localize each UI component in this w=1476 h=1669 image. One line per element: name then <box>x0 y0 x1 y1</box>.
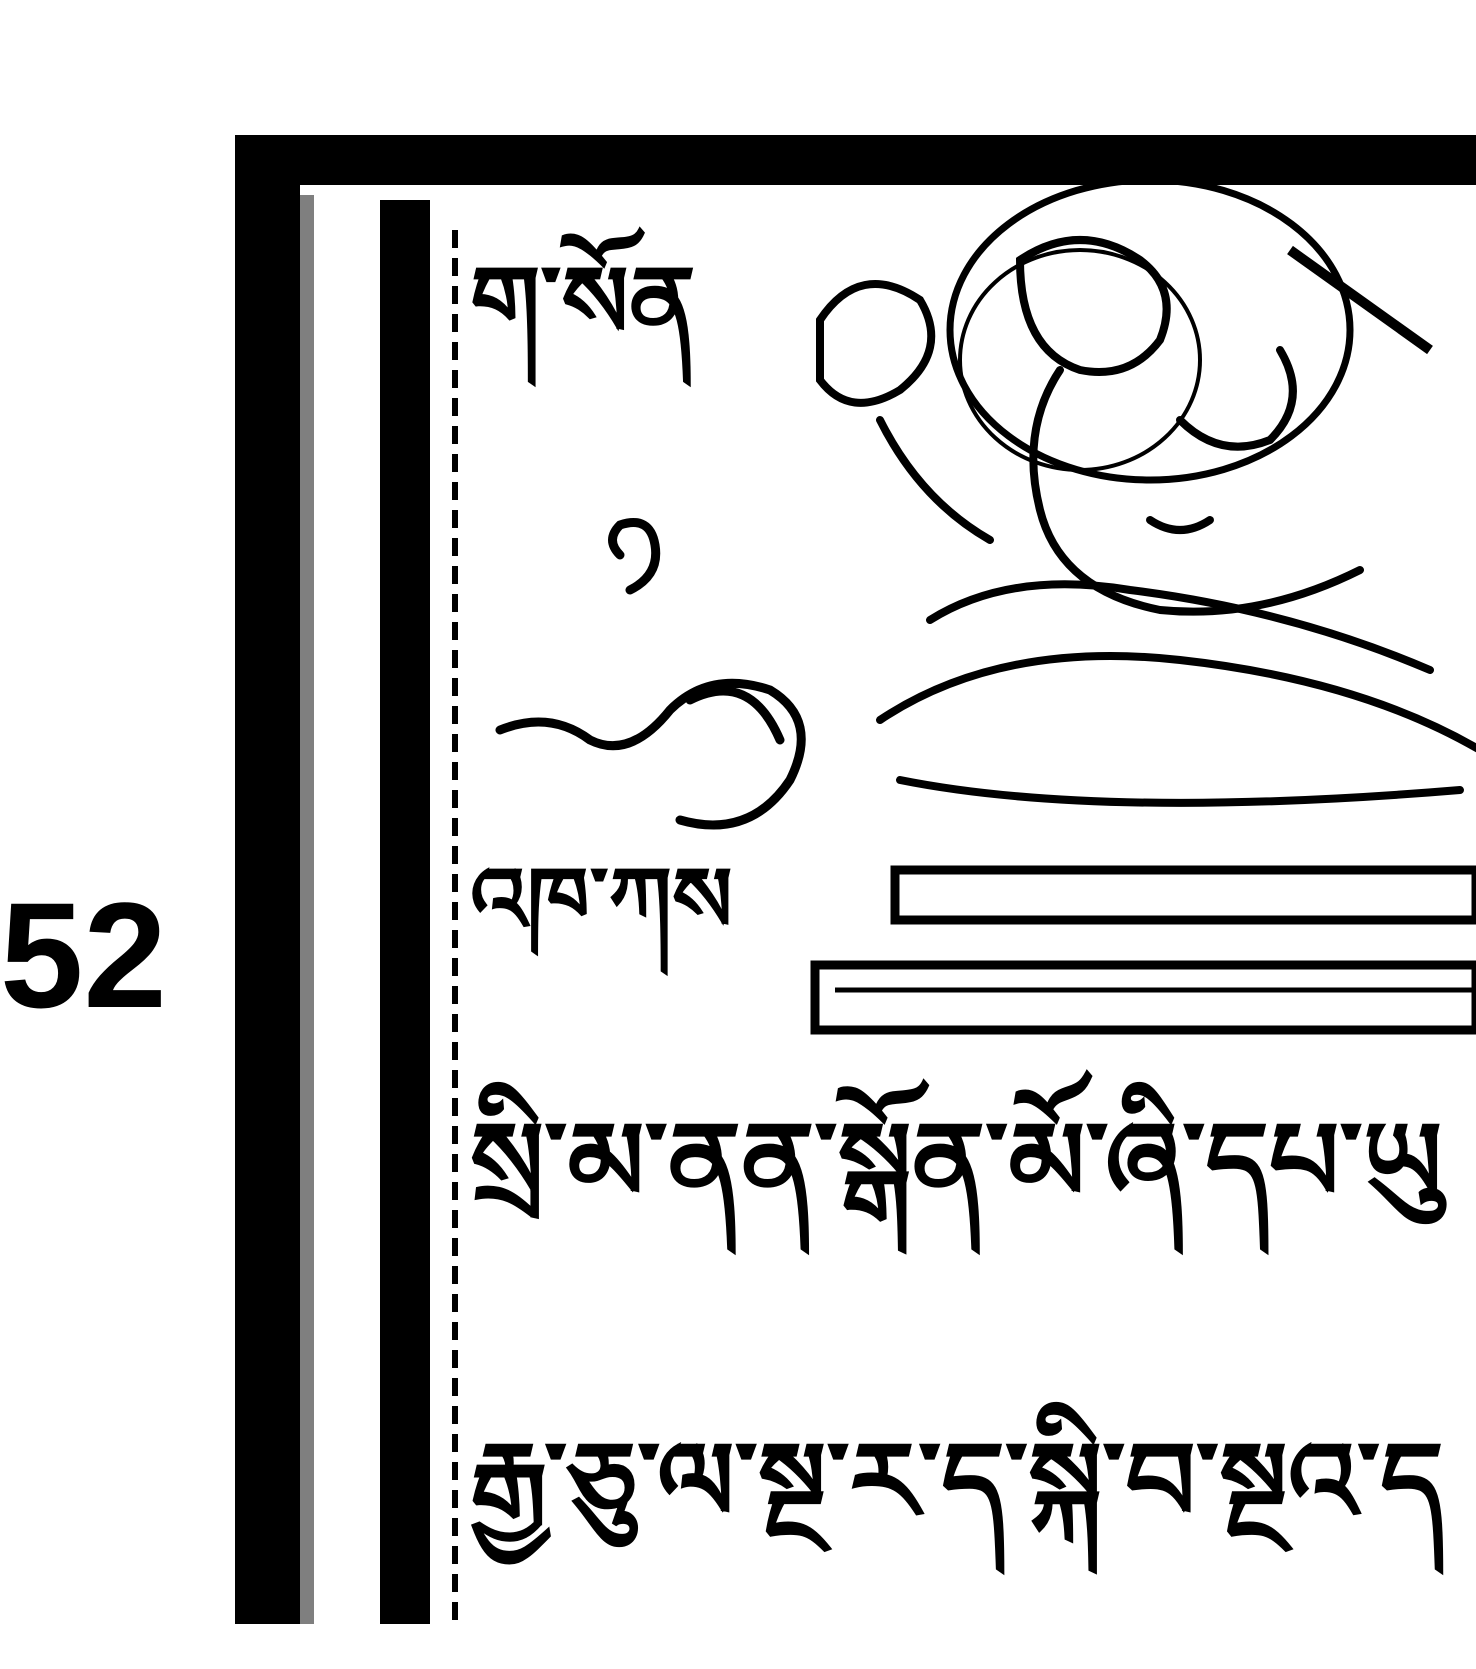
inner-frame <box>300 195 455 1624</box>
cloud-ornament <box>500 523 801 826</box>
deity-inscription: ག་སོན <box>470 243 696 361</box>
corner-stroke <box>1290 250 1430 350</box>
caption-line-2: རྒྱ་ཅུ་ལ་སྔ་ར་ད་སྐི་བ་སྔའ་ད <box>470 1417 1444 1546</box>
side-inscription: འཁ་ཀས <box>470 847 733 953</box>
halo-outline <box>950 180 1350 480</box>
page-number: 52 <box>0 871 167 1039</box>
seated-deity-figure <box>820 240 1476 803</box>
caption-line-1: སྲི་མ་ནན་སྒོན་མོ་ཞི་དཔ་ཡུ <box>470 1097 1443 1226</box>
pedestal <box>815 870 1476 1030</box>
